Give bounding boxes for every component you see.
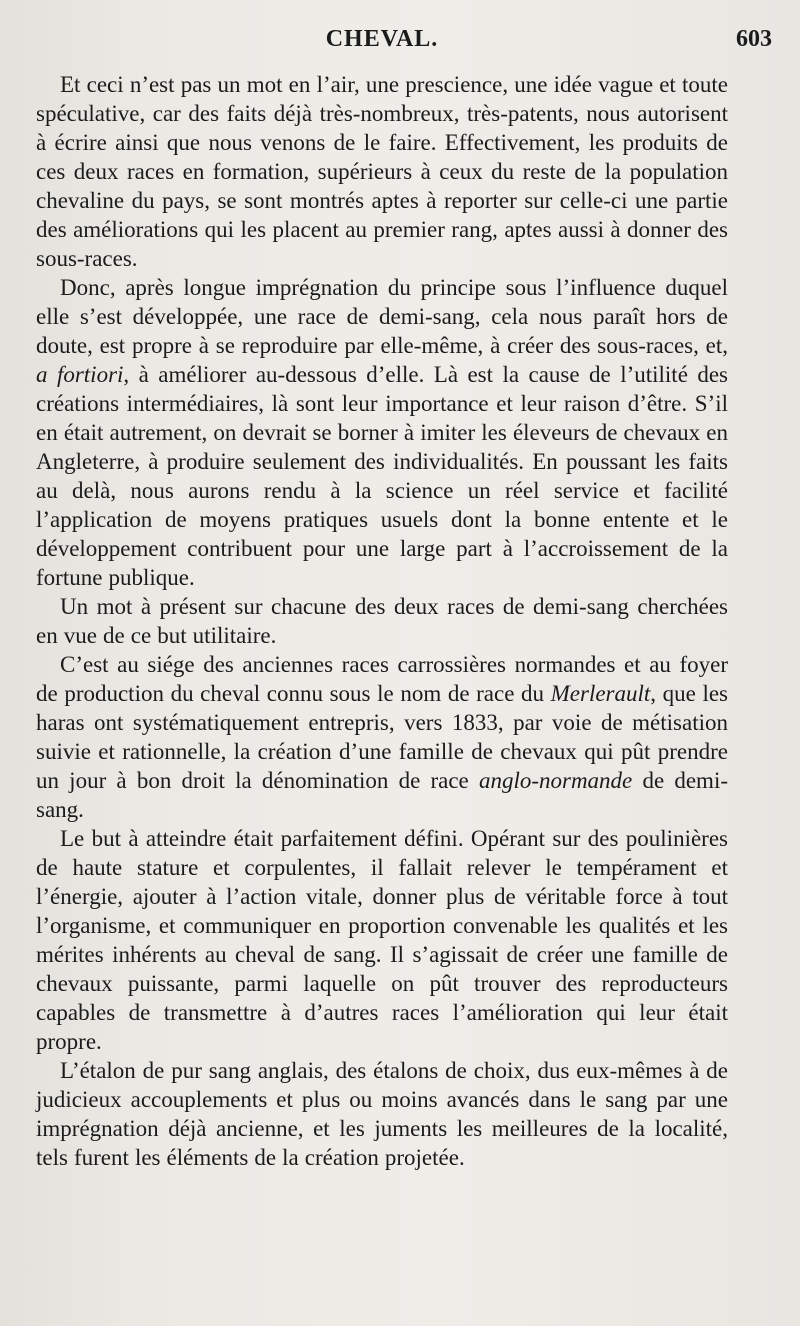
paragraph-2-text-before: Donc, après longue imprégnation du principe sous l’influence duquel elle s’est développée, une race de demi-sang, cela nous paraît hors de doute, est propre à se reproduire par elle-même, à créer des sous-races, et, xyxy=(36,275,728,358)
paragraph-6 xyxy=(36,1056,728,1172)
paragraph-5 xyxy=(36,824,728,1056)
paragraph-4-text-before: C’est au siége des anciennes races carrossières normandes et au foyer de production du cheval connu sous le nom de race du xyxy=(36,652,728,706)
page-number: 603 xyxy=(736,26,772,52)
paragraph-3-text: Un mot à présent sur chacune des deux races de demi-sang cherchées en vue de ce but utilitaire. xyxy=(36,594,728,648)
paragraph-1 xyxy=(36,70,728,273)
running-title: CHEVAL. xyxy=(325,26,439,52)
italic-anglo-normande: anglo-normande xyxy=(478,768,633,793)
italic-merlerault: Merlerault xyxy=(550,681,651,706)
paragraph-2 xyxy=(36,273,728,592)
paragraph-3 xyxy=(36,592,728,650)
paragraph-4 xyxy=(36,650,728,824)
italic-a-fortiori: a fortiori xyxy=(36,362,124,387)
paragraph-2-text-after: , à améliorer au-dessous d’elle. Là est la cause de l’utilité des créations intermédiaires, là sont leur importance et leur raison d’être. S’il en était autrement, on devrait se borner à imiter les éleveurs de chevaux en Angleterre, à produire seulement des individualités. En poussant les faits au delà, nous aurons rendu à la science un réel service et facilité l’application de moyens pratiques usuels dont la bonne entente et le développement contribuent pour une large part à l’accroissement de la fortune publique. xyxy=(36,362,729,590)
running-head xyxy=(36,26,772,58)
paragraph-5-text: Le but à atteindre était parfaitement défini. Opérant sur des poulinières de haute stature et corpulentes, il fallait relever le tempérament et l’énergie, ajouter à l’action vitale, donner plus de véritable force à tout l’organisme, et communiquer en proportion convenable les qualités et les mérites inhérents au cheval de sang. Il s’agissait de créer une famille de chevaux puissante, parmi laquelle on pût trouver des reproducteurs capables de transmettre à d’autres races l’amélioration qui leur était propre. xyxy=(36,826,728,1054)
paragraph-4-text-middle: , que les haras ont systématiquement entrepris, vers 1833, par voie de métisation suivie et rationnelle, la création d’une famille de chevaux qui pût prendre un jour à bon droit la dénomination de race xyxy=(36,681,728,793)
paragraph-6-text: L’étalon de pur sang anglais, des étalons de choix, dus eux-mêmes à de judicieux accouplements et plus ou moins avancés dans le sang par une imprégnation déjà ancienne, et les juments les meilleures de la localité, tels furent les éléments de la création projetée. xyxy=(36,1058,728,1170)
body-text xyxy=(36,70,728,1172)
paragraph-4-text-after: de demi-sang. xyxy=(36,768,728,822)
paragraph-1-text: Et ceci n’est pas un mot en l’air, une prescience, une idée vague et toute spéculative, car des faits déjà très-nombreux, très-patents, nous autorisent à écrire ainsi que nous venons de le faire. Effectivement, les produits de ces deux races en formation, supérieurs à ceux du reste de la population chevaline du pays, se sont montrés aptes à reporter sur celle-ci une partie des améliorations qui les placent au premier rang, aptes aussi à donner des sous-races. xyxy=(36,72,728,271)
